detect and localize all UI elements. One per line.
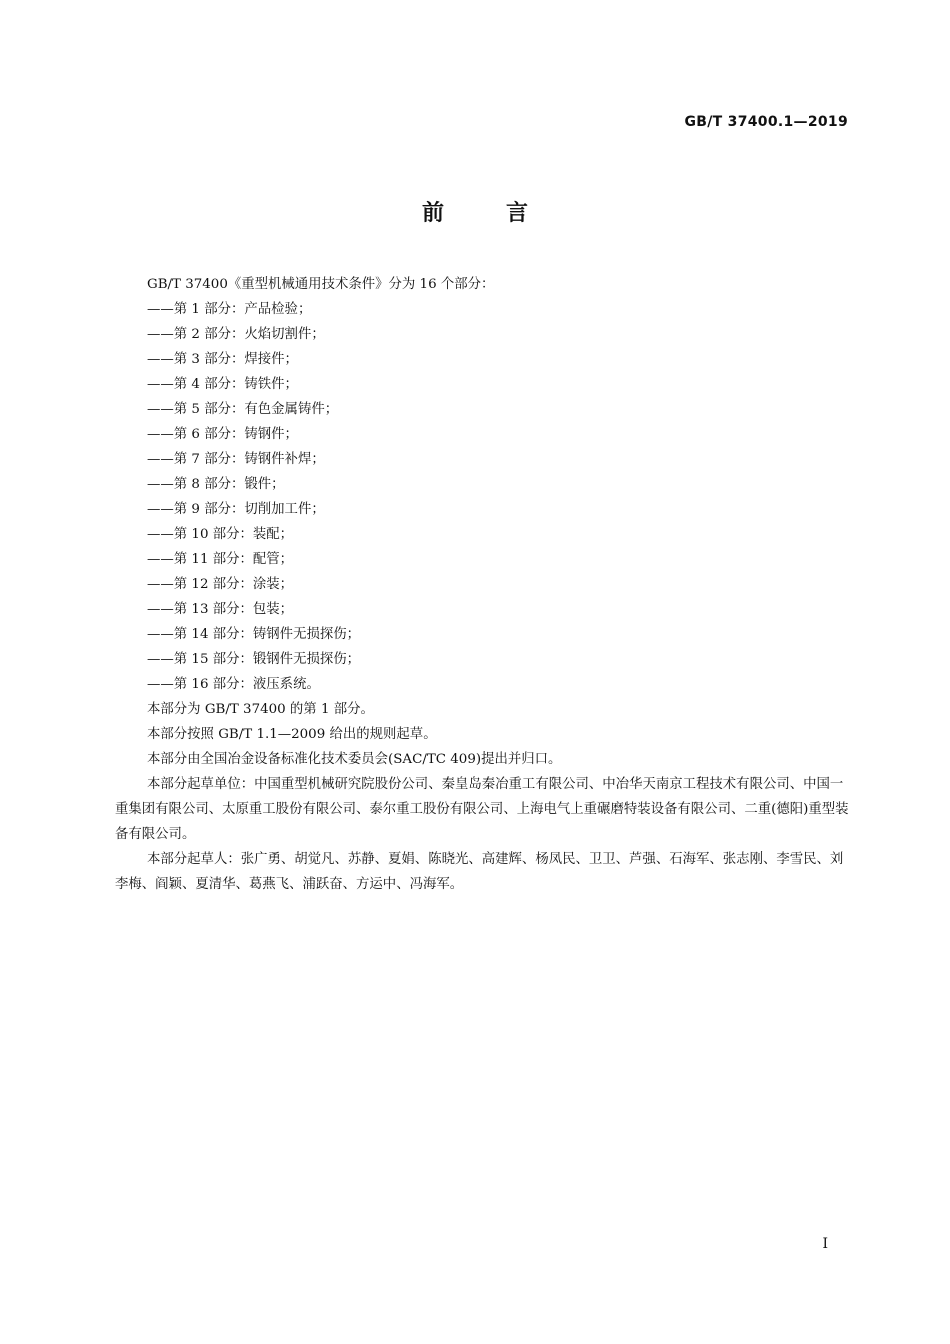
list-item: ——第 2 部分：火焰切割件； (147, 327, 325, 342)
list-item: ——第 11 部分：配管； (147, 552, 294, 567)
drafting-rules-paragraph: 本部分按照 GB/T 1.1—2009 给出的规则起草。 (147, 727, 437, 742)
list-item: ——第 16 部分：液压系统。 (147, 677, 320, 692)
list-item: ——第 1 部分：产品检验； (147, 302, 312, 317)
list-item: ——第 9 部分：切削加工件； (147, 502, 325, 517)
drafters-paragraph: 本部分起草人：张广勇、胡觉凡、苏静、夏娟、陈晓光、高建辉、杨凤民、卫卫、芦强、石海军、张志刚、李雪民、刘李梅、阎颖、夏清华、葛燕飞、浦跃奋、方运中、冯海军。 (115, 852, 844, 892)
list-item: ——第 14 部分：铸钢件无损探伤； (147, 627, 361, 642)
standard-code: GB/T 37400.1—2019 (684, 114, 848, 130)
page-number: I (822, 1236, 828, 1252)
parts-list (115, 297, 851, 697)
list-item: ——第 15 部分：锻钢件无损探伤； (147, 652, 361, 667)
list-item: ——第 8 部分：锻件； (147, 477, 285, 492)
page-title: 前言 (421, 201, 590, 226)
part-statement-paragraph: 本部分为 GB/T 37400 的第 1 部分。 (147, 702, 374, 717)
list-item: ——第 5 部分：有色金属铸件； (147, 402, 339, 417)
list-item: ——第 13 部分：包装； (147, 602, 294, 617)
list-item: ——第 12 部分：涂装； (147, 577, 294, 592)
committee-paragraph: 本部分由全国冶金设备标准化技术委员会(SAC/TC 409)提出并归口。 (147, 752, 562, 767)
list-item: ——第 3 部分：焊接件； (147, 352, 298, 367)
list-item: ——第 10 部分：装配； (147, 527, 294, 542)
list-item: ——第 7 部分：铸钢件补焊； (147, 452, 325, 467)
drafting-units-paragraph: 本部分起草单位：中国重型机械研究院股份公司、秦皇岛秦冶重工有限公司、中冶华天南京工程技术有限公司、中国一重集团有限公司、太原重工股份有限公司、泰尔重工股份有限公司、上海电气上重碾磨特装设备有限公司、二重(德阳)重型装备有限公司。 (115, 777, 849, 842)
foreword-body (115, 272, 851, 897)
intro-paragraph: GB/T 37400《重型机械通用技术条件》分为 16 个部分： (147, 277, 495, 292)
list-item: ——第 4 部分：铸铁件； (147, 377, 298, 392)
list-item: ——第 6 部分：铸钢件； (147, 427, 298, 442)
